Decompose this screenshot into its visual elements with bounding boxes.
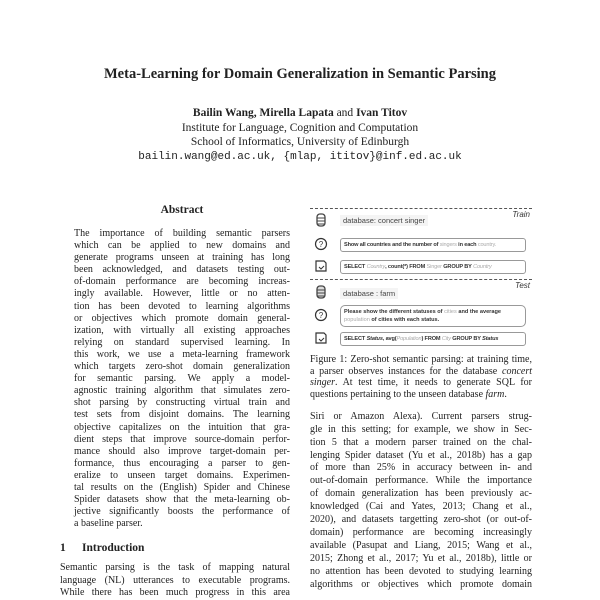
text-line: shot parsing by constructing virtual train and [74, 397, 290, 409]
text-line: While there has been much progress in this area [60, 587, 290, 598]
affiliation-institute: Institute for Language, Cognition and Computation [181, 122, 419, 134]
text-line: Spider datasets show that the meta-learning ob- [74, 494, 290, 506]
abstract-body [74, 228, 290, 530]
text-line: dient steps that improve source-domain perfor- [74, 433, 290, 445]
text-line: this work, we use a meta-learning framework [74, 348, 290, 360]
question-icon [314, 308, 328, 322]
section-title: Introduction [82, 542, 145, 554]
divider [310, 279, 532, 280]
text-line: knowledged (Cai and Yates, 2013; Chang et al., [310, 501, 532, 513]
text-line: The importance of building semantic parsers [74, 228, 290, 239]
text-line: which targets zero-shot domain generalization [74, 361, 290, 373]
affiliation-school: School of Informatics, University of Edinburgh [190, 136, 410, 148]
text-line: ization, with virtually all existing approaches [74, 324, 290, 336]
text-line: jective significantly boosts the performance of [74, 506, 290, 518]
text-line: Semantic parsing is the task of mapping natural [60, 562, 290, 573]
train-tag: Train [512, 210, 530, 219]
text-line: tion 5 that a modern parser trained on the chal- [310, 436, 532, 448]
text-line: algorithms or objectives which promote domain [310, 578, 532, 590]
paper-title: Meta-Learning for Domain Generalization in Semantic Parsing [104, 66, 496, 82]
database-icon [314, 285, 328, 299]
text-line: generate programs unseen at training has long [74, 252, 290, 264]
author-names-b: Ivan Titov [356, 107, 408, 119]
svg-text:?: ? [318, 240, 324, 249]
train-sql: SELECT Country, count(*) FROM Singer GROUP BY Country [340, 260, 526, 274]
author-emails: bailin.wang@ed.ac.uk, {mlap, ititov}@inf.ed.ac.uk [138, 151, 462, 163]
sql-icon [314, 259, 328, 273]
text-line: which can be applied to new domains and [74, 240, 290, 252]
text-line: 2015; Zhong et al., 2017; Yu et al., 2018b), little or [310, 552, 532, 564]
author-and: and [336, 107, 354, 119]
figure-1 [310, 208, 532, 348]
text-line: no attention has been devoted to studying learning [310, 565, 532, 577]
text-line: language (NL) utterances to executable programs. [60, 574, 290, 586]
svg-text:?: ? [318, 311, 324, 320]
section-number: 1 [60, 542, 66, 554]
text-line: formance, thus encouraging a parser to gen- [74, 457, 290, 469]
text-line: mance should also improve target-domain per- [74, 445, 290, 457]
intro-heading [60, 541, 144, 555]
train-database-label: database: concert singer [340, 215, 428, 226]
text-line: agnostic training algorithm that simulates zero- [74, 385, 290, 397]
text-line: lenging Spider dataset (Yu et al., 2018b) has a gap [310, 449, 532, 461]
text-line: eralize to unseen target domains. Experimen- [74, 469, 290, 481]
text-line: been acknowledged, and datasets testing out- [74, 264, 290, 276]
figure-caption: Figure 1: Zero-shot semantic parsing: at training time, a parser observes instances for the database concert singer. At test time, it needs to generate SQL for questions pertaining to the unseen database farm. [310, 354, 532, 401]
text-line: 2020), and datasets targetting zero-shot (or out-of- [310, 514, 532, 526]
test-database-label: database : farm [340, 288, 398, 299]
text-line: for semantic parsing. We apply a model- [74, 373, 290, 385]
divider [310, 208, 532, 209]
text-line: test sets from disjoint domains. The learning [74, 409, 290, 421]
text-line: of more than 25% in accuracy between in- and [310, 462, 532, 474]
intro-body [60, 562, 290, 600]
test-tag: Test [515, 281, 530, 290]
text-line: domain) performance are becoming increasingly [310, 526, 532, 538]
question-icon [314, 237, 328, 251]
authors [0, 107, 600, 119]
text-line: Siri or Amazon Alexa). Current parsers strug- [310, 410, 532, 422]
sql-icon [314, 331, 328, 345]
intro-body-continued [310, 411, 532, 592]
text-line: of-domain performance are becoming increas- [74, 276, 290, 288]
text-line: a baseline parser. [74, 518, 143, 530]
train-question: Show all countries and the number of singers in each country. [340, 238, 526, 252]
text-line: gle in this setting; for example, we show in Sec- [310, 423, 532, 435]
right-column [310, 354, 532, 592]
test-question: Please show the different statuses of cities and the average population of cities with each status. [340, 305, 526, 327]
text-line: objective capitalizes on the intuition that gra- [74, 421, 290, 433]
text-line: of domain generalization has been previously ac- [310, 488, 532, 500]
test-sql: SELECT Status, avg(Population) FROM City GROUP BY Status [340, 332, 526, 346]
text-line: ingly available. However, little or no atten- [74, 288, 290, 300]
text-line: tion has been devoted to learning algorithms [74, 300, 290, 312]
text-line: relying on standard supervised learning. In [74, 336, 290, 348]
database-icon [314, 213, 328, 227]
text-line: or objectives which promote domain general- [74, 312, 290, 324]
text-line: available (Pasupat and Liang, 2015; Wang et al., [310, 539, 532, 551]
text-line: out-of-domain performance. While the importance [310, 475, 532, 487]
author-names-a: Bailin Wang, Mirella Lapata [192, 107, 334, 119]
abstract-heading: Abstract [160, 204, 204, 216]
text-line: tal results on the (English) Spider and Chinese [74, 481, 290, 493]
